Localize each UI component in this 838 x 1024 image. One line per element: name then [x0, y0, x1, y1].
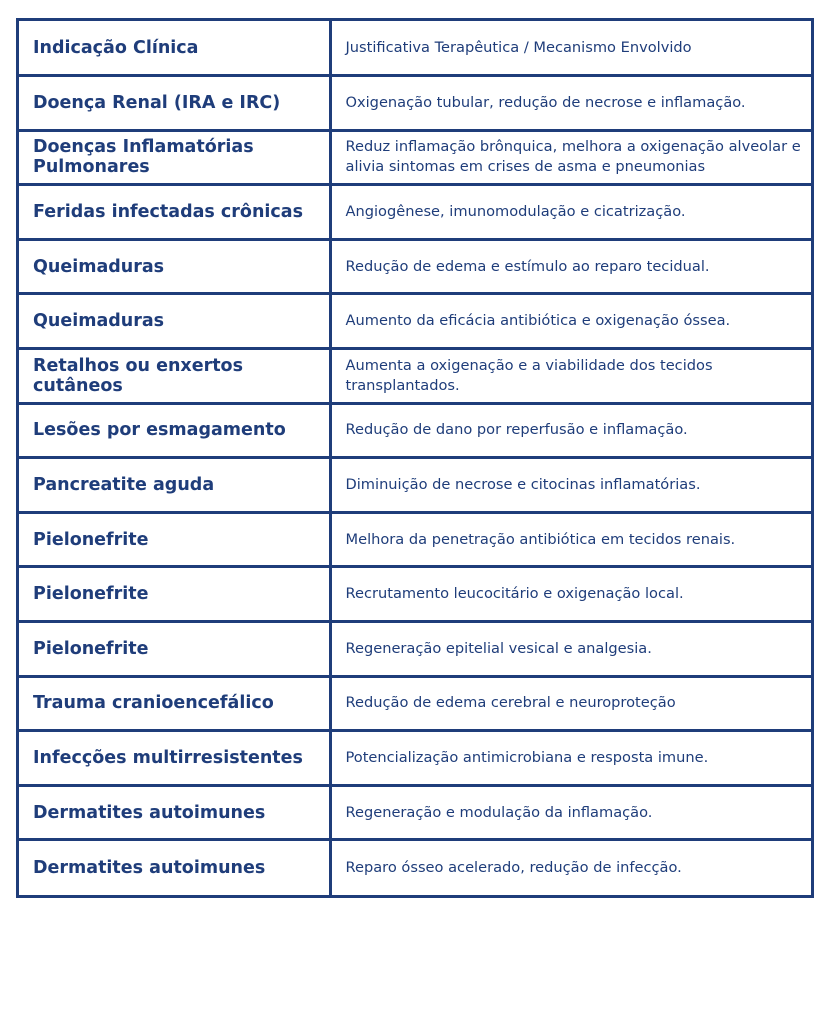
table-row	[19, 622, 811, 677]
table-row	[19, 130, 811, 185]
indication-cell: Dermatites autoimunes	[19, 840, 330, 895]
table-row	[19, 403, 811, 458]
indication-cell: Trauma cranioencefálico	[19, 676, 330, 731]
justification-cell: Reduz inflamação brônquica, melhora a oxigenação alveolar e alivia sintomas em crises de asma e pneumonias	[330, 130, 811, 185]
justification-cell: Regeneração e modulação da inflamação.	[330, 785, 811, 840]
justification-cell: Oxigenação tubular, redução de necrose e inflamação.	[330, 76, 811, 131]
indication-cell: Doença Renal (IRA e IRC)	[19, 76, 330, 131]
table-row	[19, 349, 811, 404]
table-row	[19, 567, 811, 622]
justification-cell: Aumenta a oxigenação e a viabilidade dos tecidos transplantados.	[330, 349, 811, 404]
header-indication: Indicação Clínica	[19, 21, 330, 76]
justification-cell: Reparo ósseo acelerado, redução de infecção.	[330, 840, 811, 895]
indication-cell: Lesões por esmagamento	[19, 403, 330, 458]
header-justification: Justificativa Terapêutica / Mecanismo Envolvido	[330, 21, 811, 76]
justification-cell: Diminuição de necrose e citocinas inflamatórias.	[330, 458, 811, 513]
table-row	[19, 840, 811, 895]
table-row	[19, 785, 811, 840]
table-row	[19, 676, 811, 731]
table-row	[19, 294, 811, 349]
justification-cell: Recrutamento leucocitário e oxigenação local.	[330, 567, 811, 622]
justification-cell: Redução de edema cerebral e neuroproteção	[330, 676, 811, 731]
indication-cell: Feridas infectadas crônicas	[19, 185, 330, 240]
justification-cell: Redução de edema e estímulo ao reparo tecidual.	[330, 239, 811, 294]
justification-cell: Redução de dano por reperfusão e inflamação.	[330, 403, 811, 458]
table	[19, 21, 811, 895]
indication-cell: Retalhos ou enxertos cutâneos	[19, 349, 330, 404]
table-row	[19, 76, 811, 131]
table-row	[19, 731, 811, 786]
indication-cell: Pielonefrite	[19, 622, 330, 677]
indication-cell: Doenças Inflamatórias Pulmonares	[19, 130, 330, 185]
indication-cell: Queimaduras	[19, 294, 330, 349]
table-row	[19, 458, 811, 513]
indication-cell: Queimaduras	[19, 239, 330, 294]
indication-cell: Pancreatite aguda	[19, 458, 330, 513]
indication-cell: Infecções multirresistentes	[19, 731, 330, 786]
table-row	[19, 512, 811, 567]
table-body	[19, 21, 811, 895]
table-row	[19, 239, 811, 294]
table-header-row	[19, 21, 811, 76]
indication-cell: Pielonefrite	[19, 512, 330, 567]
justification-cell: Regeneração epitelial vesical e analgesia.	[330, 622, 811, 677]
justification-cell: Potencialização antimicrobiana e resposta imune.	[330, 731, 811, 786]
justification-cell: Melhora da penetração antibiótica em tecidos renais.	[330, 512, 811, 567]
table-row	[19, 185, 811, 240]
indication-cell: Pielonefrite	[19, 567, 330, 622]
justification-cell: Angiogênese, imunomodulação e cicatrização.	[330, 185, 811, 240]
justification-cell: Aumento da eficácia antibiótica e oxigenação óssea.	[330, 294, 811, 349]
indication-cell: Dermatites autoimunes	[19, 785, 330, 840]
indications-table	[16, 18, 814, 898]
